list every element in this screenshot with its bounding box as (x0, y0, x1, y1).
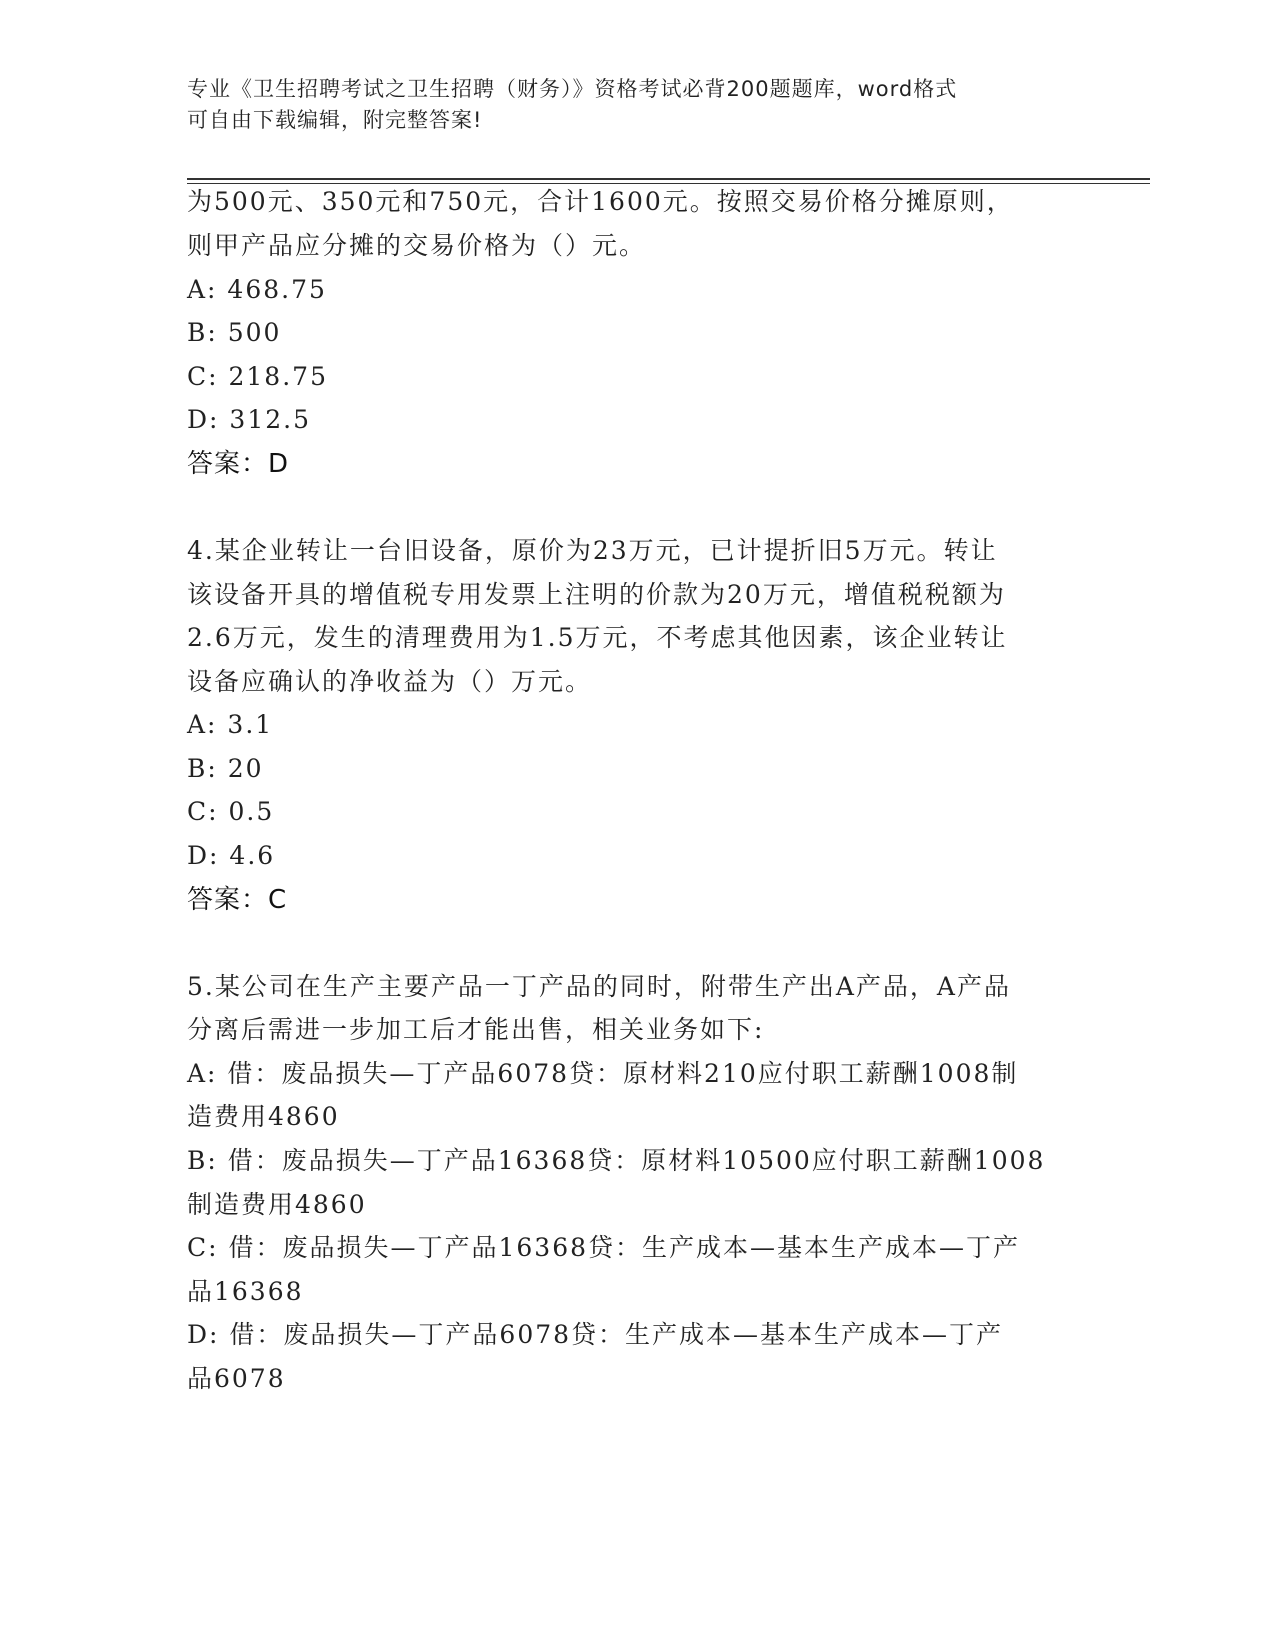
option-b-continued: 制造费用4860 (187, 1190, 367, 1219)
option-c: C: 218.75 (187, 362, 328, 391)
question-stem-line: 5.某公司在生产主要产品一丁产品的同时，附带生产出A产品，A产品 (187, 972, 1011, 1001)
option-c: C: 0.5 (187, 797, 275, 826)
option-a: A: 借：废品损失—丁产品6078贷：原材料210应付职工薪酬1008制 (187, 1059, 1019, 1088)
option-d-continued: 品6078 (187, 1364, 286, 1393)
answer: 答案：C (187, 885, 288, 915)
option-a: A: 3.1 (187, 710, 274, 739)
question-stem-line: 该设备开具的增值税专用发票上注明的价款为20万元，增值税税额为 (187, 580, 1006, 609)
header-title-line-1: 专业《卫生招聘考试之卫生招聘（财务）》资格考试必背200题题库，word格式 (187, 77, 958, 101)
option-b: B: 借：废品损失—丁产品16368贷：原材料10500应付职工薪酬1008 (187, 1146, 1046, 1175)
option-d: D: 312.5 (187, 405, 311, 434)
option-b: B: 20 (187, 754, 264, 783)
option-b: B: 500 (187, 318, 282, 347)
option-d: D: 4.6 (187, 841, 276, 870)
header-title-line-2: 可自由下载编辑，附完整答案! (187, 108, 483, 132)
question-stem-line: 则甲产品应分摊的交易价格为（）元。 (187, 231, 647, 260)
option-a-continued: 造费用4860 (187, 1102, 340, 1131)
option-c: C: 借：废品损失—丁产品16368贷：生产成本—基本生产成本—丁产 (187, 1233, 1021, 1262)
answer: 答案：D (187, 449, 290, 479)
option-a: A: 468.75 (187, 275, 327, 304)
page-header (187, 74, 1087, 136)
question-stem-line: 设备应确认的净收益为（）万元。 (187, 667, 593, 696)
option-d: D: 借：废品损失—丁产品6078贷：生产成本—基本生产成本—丁产 (187, 1320, 1004, 1349)
question-stem-line: 4.某企业转让一台旧设备，原价为23万元，已计提折旧5万元。转让 (187, 536, 998, 565)
header-divider (187, 178, 1150, 184)
question-stem-line: 为500元、350元和750元，合计1600元。按照交易价格分摊原则， (187, 187, 1014, 216)
option-c-continued: 品16368 (187, 1277, 304, 1306)
question-stem-line: 2.6万元，发生的清理费用为1.5万元，不考虑其他因素，该企业转让 (187, 623, 1008, 652)
question-stem-line: 分离后需进一步加工后才能出售，相关业务如下: (187, 1015, 765, 1044)
